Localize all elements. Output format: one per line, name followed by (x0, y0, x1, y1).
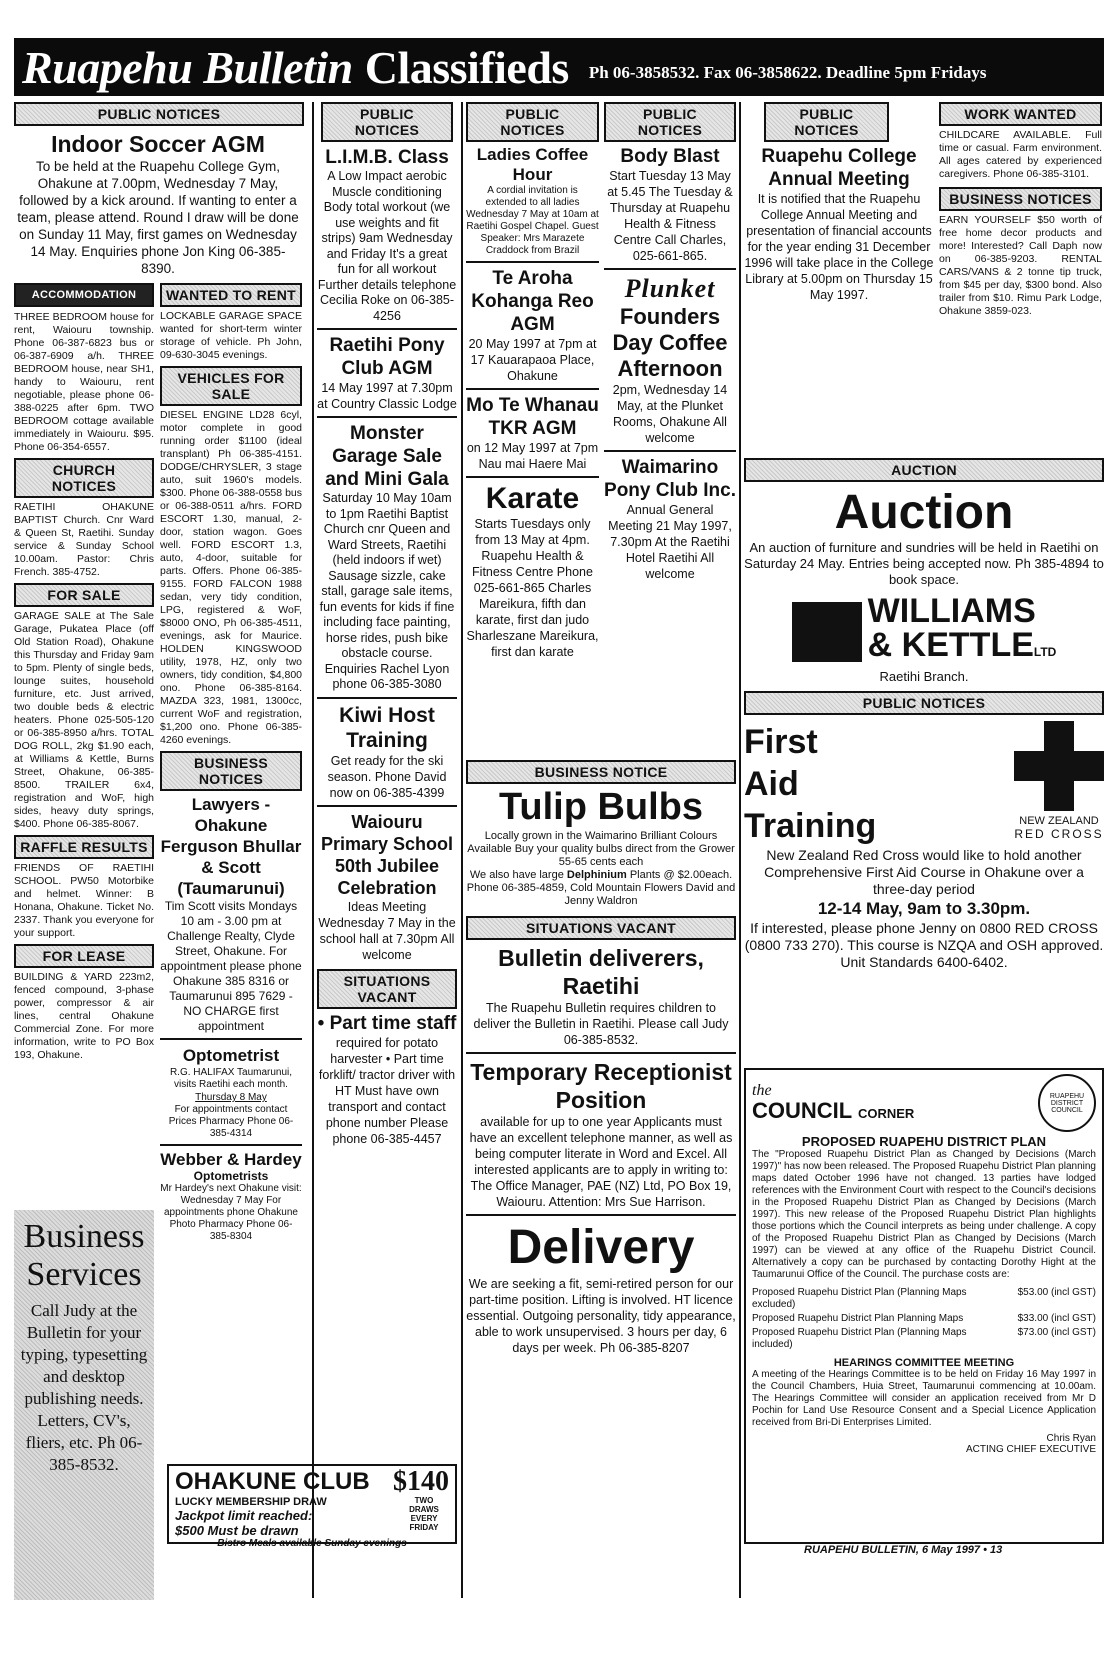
tulip-body2: We also have large Delphinium Plants @ $2.00each. (469, 869, 733, 881)
deliverers-title: Bulletin deliverers, Raetihi (498, 945, 704, 999)
section-header: PUBLIC NOTICES (14, 102, 304, 126)
masthead-title (22, 41, 569, 94)
section-header: ACCOMMODATION (14, 283, 154, 307)
firstaid-title: First Aid Training (744, 723, 877, 845)
price-value: $53.00 (incl GST) (1017, 1287, 1096, 1298)
ohakune-club-ad (167, 1464, 457, 1549)
middle-section (466, 760, 736, 1356)
kohanga-title: Te Aroha Kohanga Reo AGM (471, 268, 594, 335)
price-value: $33.00 (incl GST) (1017, 1313, 1096, 1324)
price-item: Proposed Ruapehu District Plan (Planning Maps included) (752, 1327, 967, 1350)
waiouru-title: Waiouru Primary School 50th Jubilee Celebration (320, 811, 454, 898)
column-3 (317, 102, 457, 1147)
founders-body: 2pm, Wednesday 14 May, at the Plunket Rooms, Ohakune All welcome (612, 383, 728, 445)
webber-sub: Optometrists (193, 1169, 269, 1183)
ohakune-club-line3: $500 Must be drawn (175, 1523, 299, 1538)
section-header: WANTED TO RENT (160, 283, 302, 307)
section-header: AUCTION (744, 458, 1104, 482)
accommodation-text: THREE BEDROOM house for rent, Waiouru township. Phone 06-387-6823 bus or 06-387-6909 a/h. THREE BEDROOM house, near SH1, handy to Waiouru, rent negotiable, please phone 06-388-0225 after 6pm. TWO BEDROOM cottage available immediately in Waiouru. $95. Phone 06-354-6557. (14, 311, 154, 453)
redcross-line1: NEW ZEALAND (1019, 815, 1099, 827)
column-6 (744, 102, 934, 303)
college-title: Ruapehu College Annual Meeting (761, 146, 917, 190)
delivery-title: Delivery (507, 1221, 695, 1274)
karate-body: Starts Tuesdays only from 13 May at 4pm. Ruapehu Health & Fitness Centre Phone 025-661-865 Charles Mareikura, fifth dan karate, first dan judo Sharleszane Mareikura, first dan karate (466, 517, 599, 659)
redcross-line2: RED CROSS (1014, 827, 1104, 841)
webber-body: Mr Hardey's next Ohakune visit: Wednesday 7 May For appointments phone Ohakune Photo Pharmacy Phone 06-385-8304 (160, 1183, 302, 1242)
section-header: PUBLIC NOTICES (466, 102, 599, 142)
council-corner-box (744, 1068, 1104, 1544)
wk-mark-icon (792, 602, 862, 662)
section-header: CHURCH NOTICES (14, 458, 154, 498)
section-header: BUSINESS NOTICE (466, 760, 736, 784)
column-rule (461, 102, 463, 1598)
temp-title: Temporary Receptionist Position (470, 1059, 732, 1113)
council-seal-icon: RUAPEHU DISTRICT COUNCIL (1038, 1074, 1096, 1132)
section-header: FOR LEASE (14, 944, 154, 968)
ohakune-club-title: OHAKUNE CLUB (175, 1468, 370, 1495)
section-header: PUBLIC NOTICES (604, 102, 736, 142)
vehicles-text: DIESEL ENGINE LD28 6cyl, motor complete in good running order $1100 (ideal transplant) Ph 06-385-4151. DODGE/CHRYSLER, 3 stage auto, suit 1960's models. $300. Phone 06-388-0558 bus or 06-388-0511 a/hrs. FORD ESCORT 1.30, manual, 2-door, station wagon. Goes well. FORD ESCORT 1.3, auto, 4-door, suitable for parts. Offers. Phone 06-385-9155. FORD FALCON 1988 sedan, very tidy condition, LPG, registered & WoF, $8000 ONO, Ph 06-385-4511, evenings, ask for Maurice. HOLDEN KINGSWOOD utility, 1978, HZ, only two owners, tidy condition, $4,800 ono. Phone 06-385-8164. MAZDA 323, 1981, 1300cc, current WoF and registration, $1,200 ono. Phone 06-385-4260 evenings. (160, 409, 302, 746)
masthead-title-main: Ruapehu Bulletin (22, 41, 353, 93)
church-text: RAETIHI OHAKUNE BAPTIST Church. Cnr Ward & Queen St, Raetihi. Sunday service & Sunday School 10.00am. Pastor: Chris French. 385-4752. (14, 501, 154, 578)
bodyblast-title: Body Blast (620, 146, 720, 167)
column-2 (160, 283, 302, 1243)
firstaid-body2: If interested, please phone Jenny on 0800 RED CROSS (0800 733 270). This course is NZQA and OSH approved. Unit Standards 6400-6402. (744, 920, 1104, 970)
red-cross-icon (1014, 721, 1104, 811)
ladies-body: A cordial invitation is extended to all ladies Wednesday 7 May at 10am at Raetihi Gospel Chapel. Guest Speaker: Mrs Marazete Craddock from Brazil (466, 185, 599, 256)
firstaid-dates: 12-14 May, 9am to 3.30pm. (817, 899, 1031, 918)
garage-title: Monster Garage Sale and Mini Gala (325, 423, 449, 490)
work-text: CHILDCARE AVAILABLE. Full time or casual. Farm environment. All ages catered by experienced caregivers. Phone 06-385-3101. (939, 129, 1102, 180)
wk-logo-line1: WILLIAMS (867, 592, 1036, 630)
price-value: $73.00 (incl GST) (1017, 1327, 1096, 1338)
parttime-title: • Part time staff (317, 1012, 457, 1034)
wk-logo-line3: LTD (1033, 645, 1057, 659)
kiwi-body: Get ready for the ski season. Phone David now on 06-385-4399 (327, 753, 447, 800)
wk-branch: Raetihi Branch. (879, 669, 969, 684)
classifieds-page (14, 38, 1104, 1658)
auction-body: An auction of furniture and sundries will be held in Raetihi on Saturday 24 May. Entries being accepted now. Ph 385-4894 to book space. (744, 540, 1104, 587)
ohakune-club-line4: Bistro Meals available Sunday evenings (217, 1538, 407, 1549)
optometrist-body2: For appointments contact Prices Pharmacy Phone 06-385-4314 (168, 1104, 294, 1139)
council-price-list (752, 1287, 1096, 1351)
tulip-title: Tulip Bulbs (498, 786, 704, 828)
motewhanau-body: on 12 May 1997 at 7pm Nau mai Haere Mai (466, 441, 599, 471)
motewhanau-title: Mo Te Whanau TKR AGM (466, 395, 599, 439)
auction-title: Auction (834, 486, 1014, 539)
tulip-body: Locally grown in the Waimarino Brilliant Colours Available Buy your quality bulbs direct from the Grower 55-65 cents each (467, 830, 735, 868)
business-text: EARN YOURSELF $50 worth of free home decor products and more! Interested? Call Daph now on 06-385-9203. RENTAL CARS/VANS & 2 tonne tip truck, from $45 per day, $300 bond. Also trailer from $10. Rimu Park Lodge, Ohakune 3859-023. (939, 214, 1102, 317)
waimarino-body: Annual General Meeting 21 May 1997, 7.30pm At the Raetihi Hotel Raetihi All welcome (608, 503, 732, 581)
auction-section (744, 458, 1104, 971)
ladies-title: Ladies Coffee Hour (476, 145, 589, 184)
section-header: BUSINESS NOTICES (160, 751, 302, 791)
williams-kettle-logo (744, 594, 1104, 669)
soccer-title: Indoor Soccer AGM (51, 131, 265, 157)
section-header: PUBLIC NOTICES (764, 102, 889, 142)
limb-body: A Low Impact aerobic Muscle conditioning Body total workout (we use weights and fit strips) 9am Wednesday and Friday It's a great fun for all workout Further details telephone Cecilia Roke on 06-385-4256 (317, 169, 457, 323)
bodyblast-body: Start Tuesday 13 May at 5.45 The Tuesday & Thursday at Ruapehu Health & Fitness Centre Call Charles, 025-661-865. (607, 169, 733, 263)
parttime-body: required for potato harvester • Part time forklift/ tractor driver with HT Must have own transport and contact phone number Please phone 06-385-4457 (318, 1035, 456, 1146)
kohanga-body: 20 May 1997 at 7pm at 17 Kauarapaoa Place, Ohakune (468, 337, 597, 383)
optometrist-date: Thursday 8 May (195, 1092, 267, 1103)
column-rule (739, 102, 741, 1598)
section-header: VEHICLES FOR SALE (160, 366, 302, 406)
column-rule (312, 102, 314, 1598)
pony-title: Raetihi Pony Club AGM (329, 335, 445, 379)
pony-body: 14 May 1997 at 7.30pm at Country Classic Lodge (317, 381, 457, 411)
column-7 (939, 102, 1102, 318)
price-item: Proposed Ruapehu District Plan (Planning Maps excluded) (752, 1287, 967, 1310)
wanted-text: LOCKABLE GARAGE SPACE wanted for short-term winter storage of vehicle. Ph John, 09-630-3045 evenings. (160, 310, 302, 361)
webber-title: Webber & Hardey (160, 1150, 302, 1169)
business-services-title: Business Services (23, 1218, 145, 1293)
section-header: BUSINESS NOTICES (939, 187, 1102, 211)
column-1 (14, 102, 302, 1474)
price-row (752, 1327, 1096, 1351)
masthead-title-classifieds: Classifieds (364, 41, 569, 93)
price-row (752, 1313, 1096, 1325)
waimarino-title: Waimarino Pony Club Inc. (604, 457, 736, 501)
delivery-body: We are seeking a fit, semi-retired person for our part-time position. Lifting is involved. HT licence essential. Outgoing personality, tidy appearance, able to work unsupervised. 3 hours per day, 6 days per week. Ph 06-385-8207 (466, 1277, 736, 1355)
council-logo-council: COUNCIL (752, 1097, 852, 1123)
signoff-title: ACTING CHIEF EXECUTIVE (965, 1444, 1096, 1455)
kiwi-title: Kiwi Host Training (339, 703, 435, 752)
section-header: PUBLIC NOTICES (744, 691, 1104, 715)
price-row (752, 1287, 1096, 1311)
lawyers-title: Lawyers - Ohakune Ferguson Bhullar & Scott (Taumarunui) (160, 795, 302, 898)
tulip-body3: Phone 06-385-4859, Cold Mountain Flowers David and Jenny Waldron (466, 882, 736, 907)
raffle-text: FRIENDS OF RAETIHI SCHOOL. PW50 Motorbike and helmet. Winner: B Honana, Ohakune. Ticket No. 2337. Thank you everyone for your support. (14, 862, 154, 939)
section-header: SITUATIONS VACANT (317, 969, 457, 1009)
hearings-title: HEARINGS COMMITTEE MEETING (833, 1357, 1015, 1369)
council-logo-the: the (752, 1081, 772, 1099)
wk-logo-line2: & KETTLE (867, 626, 1034, 664)
business-services-body: Call Judy at the Bulletin for your typing, typesetting and desktop publishing needs. Letters, CV's, fliers, etc. Ph 06-385-8532. (20, 1301, 148, 1474)
lease-text: BUILDING & YARD 223m2, fenced compound, 3-phase power, compressor & air lines, central Ohakune Commercial Zone. For more information, write to PO Box 193, Ohakune. (14, 971, 154, 1061)
ohakune-club-price: $140 (393, 1466, 449, 1497)
council-logo-corner: CORNER (857, 1105, 915, 1121)
optometrist-body: R.G. HALIFAX Taumarunui, visits Raetihi each month. (169, 1067, 293, 1090)
plunket-logo: Plunket (624, 274, 716, 303)
column-5 (604, 102, 736, 582)
garage-body: Saturday 10 May 10am to 1pm Raetihi Baptist Church cnr Queen and Ward Streets, Raetihi (held indoors if wet) Sausage sizzle, cake stall, garage sale items, fun events for kids if fine including face painting, horse rides, push bike obstacle course. Enquiries Rachel Lyon phone 06-385-3080 (319, 491, 455, 691)
limb-title: L.I.M.B. Class (325, 147, 449, 168)
masthead (14, 38, 1104, 96)
section-header: FOR SALE (14, 583, 154, 607)
council-title: PROPOSED RUAPEHU DISTRICT PLAN (801, 1134, 1047, 1149)
waiouru-body: Ideas Meeting Wednesday 7 May in the school hall at 7.30pm All welcome (318, 899, 456, 962)
firstaid-body: New Zealand Red Cross would like to hold another Comprehensive First Aid Course in Ohakune over a three-day period (764, 847, 1084, 897)
section-header: RAFFLE RESULTS (14, 835, 154, 859)
section-header: PUBLIC NOTICES (321, 102, 453, 142)
page-footer: RUAPEHU BULLETIN, 6 May 1997 • 13 (804, 1544, 1003, 1556)
masthead-contact: Ph 06-3858532. Fax 06-3858622. Deadline 5pm Fridays (588, 63, 987, 82)
ohakune-club-line2b: TWO DRAWS EVERY FRIDAY (409, 1496, 439, 1532)
deliverers-body: The Ruapehu Bulletin requires children to deliver the Bulletin in Raetihi. Please call Judy 06-385-8532. (473, 1001, 729, 1047)
business-services-box (14, 1210, 154, 1600)
signoff-name: Chris Ryan (1046, 1433, 1096, 1444)
price-item: Proposed Ruapehu District Plan Planning Maps (752, 1313, 964, 1324)
section-header: SITUATIONS VACANT (466, 916, 736, 940)
karate-title: Karate (485, 482, 580, 515)
soccer-body: To be held at the Ruapehu College Gym, Ohakune at 7.00pm, Wednesday 7 May, followed by a kick around. If wanting to enter a team, please attend. Round I draw will be done on Sunday 11 May, first games on Wednesday 14 May. Enquiries phone Jon King 06-385-8390. (17, 159, 299, 276)
forsale-text: GARAGE SALE at The Sale Garage, Pukatea Place (off Old Station Road), Ohakune this Thursday and Friday 9am to 5pm. Plenty of single beds, lounge suites, household furniture, etc. Just arrived, two double beds & electric heaters. Phone 025-505-120 or 06-385-8950 a/hrs. TOTAL DOG ROLL, 2kg $1.90 each, at Williams & Kettle, Burns Street, Ohakune, 06-385-8500. TRAILER 6x4, registration and WoF, high sides, heavy duty springs, $400. Phone 06-385-8067. (14, 610, 154, 830)
council-body: The "Proposed Ruapehu District Plan as Changed by Decisions (March 1997)" has now been released. The Proposed Ruapehu District Plan planning maps dated October 1996 have not changed. 13 parties have lodged references with the Environment Court with respect to the Council's decisions in the Proposed Ruapehu District Plan as Changed by Decisions (March 1997). This new release of the Proposed Ruapehu District Plan highlights those portions which the Council interprets as being under challenge. A copy of the Proposed Ruapehu District Plan as Changed by Decisions (March 1997) can be viewed at any office of the Ruapehu District Council. Alternatively a copy can be purchased by contacting Dorothy Hight at the Taumarunui Office of the Council. The purchase costs are: (752, 1149, 1096, 1280)
column-4 (466, 102, 599, 660)
hearings-body: A meeting of the Hearings Committee is to be held on Friday 16 May 1997 in the Council Chambers, Huia Street, Taumarunui commencing at 10.00am. The Hearings Committee will consider an application received from Mr D Pochin for Land Use Resource Consent and a Special Licence Application received from Bri-Di Enterprises Limited. (752, 1369, 1096, 1428)
college-body: It is notified that the Ruapehu College Annual Meeting and presentation of financial accounts for the year ending 31 December 1996 will take place in the College Library at 5.00pm on Thursday 15 May 1997. (744, 192, 934, 302)
section-header: WORK WANTED (939, 102, 1102, 126)
temp-body: available for up to one year Applicants must have an excellent telephone manner, as well as being computer literate in Word and Excel. All interested applicants are to apply in writing to: The Office Manager, PAE (NZ) Ltd, PO Box 19, Waiouru. Attention: Mrs Sue Harrison. (469, 1115, 733, 1209)
ohakune-club-line2: Jackpot limit reached: (175, 1508, 313, 1523)
lawyers-body: Tim Scott visits Mondays 10 am - 3.00 pm at Challenge Realty, Clyde Street, Ohakune. For appointment please phone Ohakune 385 8316 or Taumarunui 895 7629 - NO CHARGE first appointment (160, 899, 302, 1033)
founders-title: Founders Day Coffee Afternoon (612, 304, 728, 381)
optometrist-title: Optometrist (182, 1046, 280, 1065)
ohakune-club-line1: LUCKY MEMBERSHIP DRAW (175, 1496, 327, 1508)
